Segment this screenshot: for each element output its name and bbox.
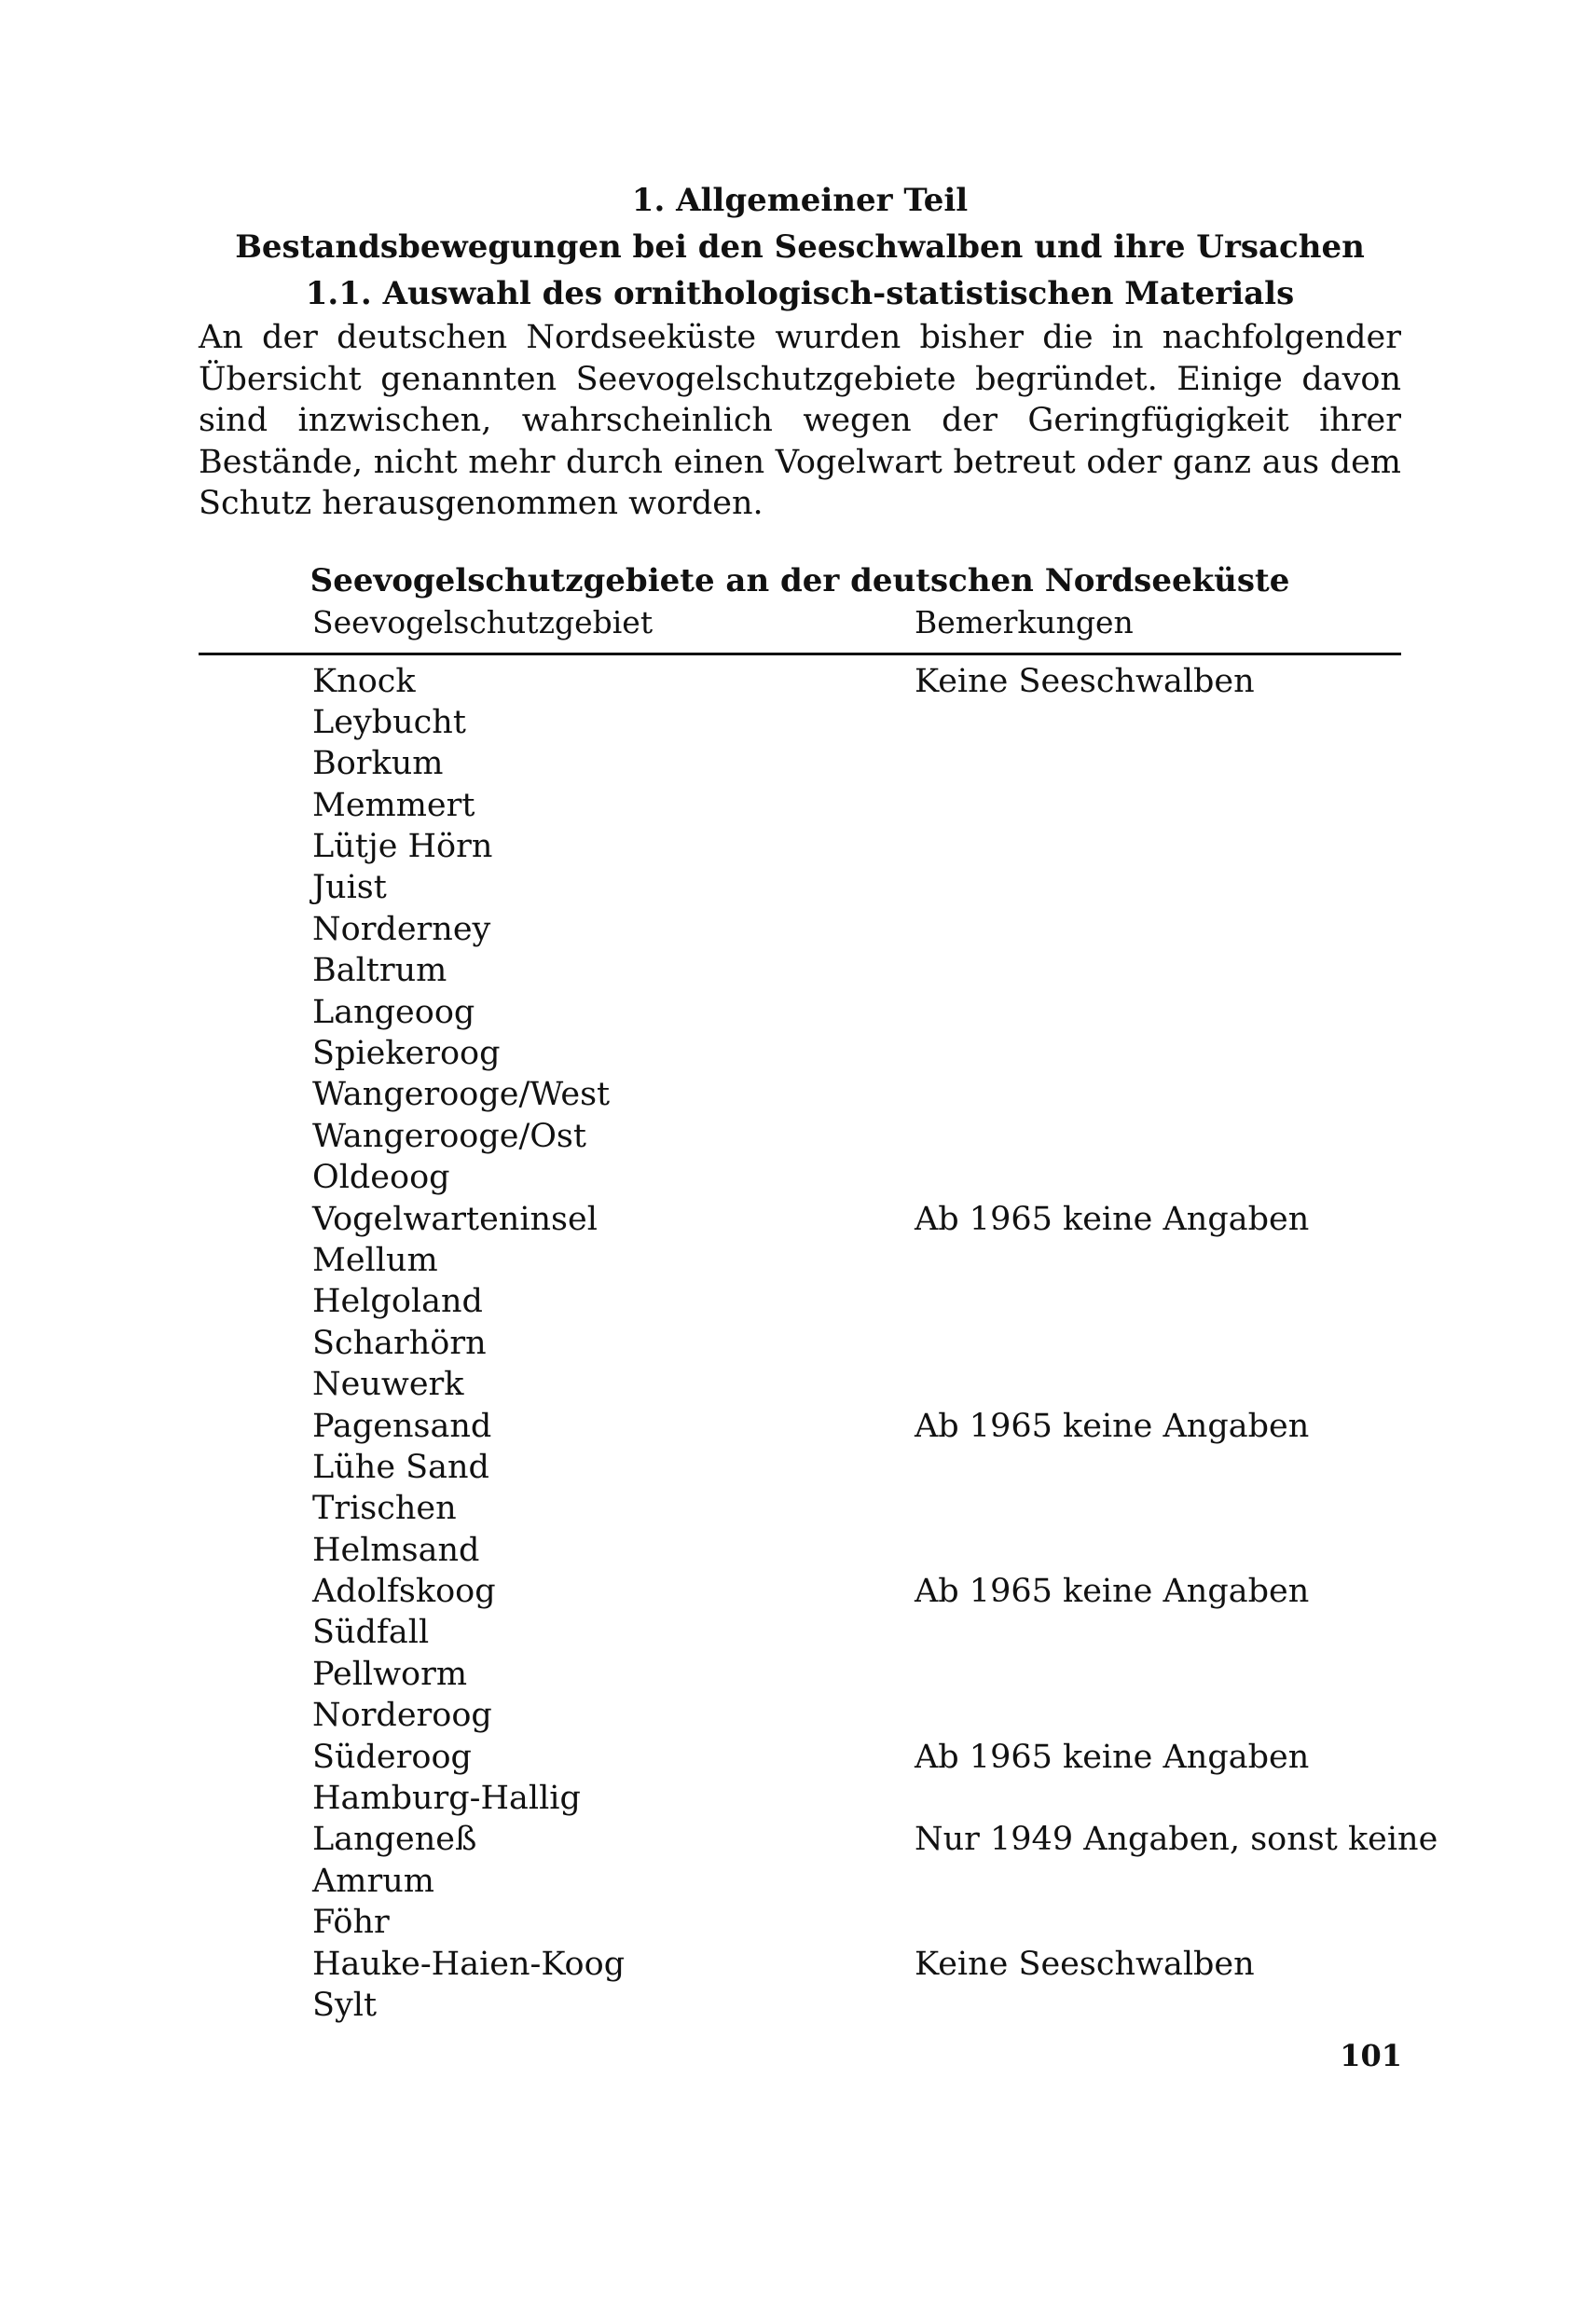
area-name: Amrum — [312, 1862, 434, 1900]
table-row — [199, 1530, 1401, 1571]
table-row — [199, 992, 1401, 1033]
table-row — [199, 1571, 1401, 1612]
table-rule — [199, 653, 1401, 655]
area-remark: Ab 1965 keine Angaben — [915, 1407, 1310, 1445]
table-row — [199, 1323, 1401, 1364]
table-row — [199, 1985, 1401, 2026]
column-header-remarks: Bemerkungen — [915, 603, 1134, 640]
table-row — [199, 1695, 1401, 1736]
area-name: Föhr — [312, 1904, 390, 1942]
area-name: Neuwerk — [312, 1366, 464, 1404]
area-name: Langeneß — [312, 1821, 477, 1859]
table-row — [199, 1116, 1401, 1157]
area-remark: Keine Seeschwalben — [915, 662, 1255, 700]
page-number: 101 — [1340, 2038, 1402, 2073]
column-header-area: Seevogelschutzgebiet — [312, 603, 654, 640]
intro-paragraph: An der deutschen Nordseeküste wurden bisher die in nachfolgender Übersicht genannten Seevogelschutzgebiete begründet. Einige davon sind inzwischen, wahrscheinlich wegen der Geringfügigkeit ihrer Bestände, nicht mehr durch einen Vogelwart betreut oder ganz aus dem Schutz herausgenommen worden. — [199, 319, 1401, 522]
area-name: Wangerooge/West — [312, 1076, 611, 1114]
table-row — [199, 867, 1401, 908]
area-name: Knock — [312, 662, 416, 700]
area-name: Juist — [312, 869, 387, 907]
table-title: Seevogelschutzgebiete an der deutschen Nordseeküste — [310, 561, 1290, 599]
area-name: Sylt — [312, 1987, 378, 2024]
area-name: Memmert — [312, 786, 475, 824]
area-name: Leybucht — [312, 703, 466, 741]
table-row — [199, 1861, 1401, 1902]
table-body — [199, 661, 1438, 2027]
table-row — [199, 1157, 1401, 1198]
table-row — [199, 1281, 1401, 1322]
area-name: Helmsand — [312, 1531, 480, 1569]
area-name: Vogelwarteninsel — [312, 1200, 598, 1238]
table-row — [199, 950, 1401, 991]
table-row — [199, 1074, 1401, 1115]
area-remark: Nur 1949 Angaben, sonst keine — [915, 1821, 1438, 1859]
area-remark: Keine Seeschwalben — [915, 1945, 1255, 1983]
area-name: Pellworm — [312, 1655, 468, 1693]
table-row — [199, 1778, 1401, 1819]
table-row — [199, 743, 1401, 784]
area-name: Norderoog — [312, 1697, 492, 1735]
table-row — [199, 785, 1401, 826]
area-name: Hauke-Haien-Koog — [312, 1945, 626, 1983]
area-remark: Ab 1965 keine Angaben — [915, 1573, 1310, 1611]
area-name: Adolfskoog — [312, 1573, 496, 1611]
area-name: Trischen — [312, 1490, 457, 1528]
chapter-subtitle: Bestandsbewegungen bei den Seeschwalben und ihre Ursachen — [235, 228, 1365, 266]
table-row — [199, 661, 1401, 702]
area-name: Pagensand — [312, 1407, 492, 1445]
table-row — [199, 1612, 1401, 1653]
table-row — [199, 1033, 1401, 1074]
table-row — [199, 1819, 1438, 1860]
area-name: Helgoland — [312, 1283, 483, 1321]
area-remark: Ab 1965 keine Angaben — [915, 1738, 1310, 1776]
table-row — [199, 1488, 1401, 1529]
book-page — [199, 177, 1438, 2026]
table-header — [199, 604, 1401, 641]
area-name: Wangerooge/Ost — [312, 1117, 586, 1155]
area-remark: Ab 1965 keine Angaben — [915, 1200, 1310, 1238]
area-name: Lütje Hörn — [312, 828, 493, 866]
area-name: Spiekeroog — [312, 1035, 501, 1073]
area-name: Süderoog — [312, 1738, 472, 1776]
area-name: Südfall — [312, 1614, 430, 1652]
area-name: Oldeoog — [312, 1159, 450, 1197]
table-row — [199, 1737, 1401, 1778]
table-row — [199, 1944, 1401, 1985]
area-name: Scharhörn — [312, 1324, 487, 1362]
table-row — [199, 1364, 1401, 1405]
area-name: Langeoog — [312, 993, 475, 1031]
table-row — [199, 826, 1401, 867]
table-row — [199, 1447, 1401, 1488]
area-name: Borkum — [312, 745, 444, 783]
table-row — [199, 1654, 1401, 1695]
area-name: Lühe Sand — [312, 1448, 489, 1486]
part-heading: 1. Allgemeiner Teil — [631, 182, 969, 219]
area-name: Baltrum — [312, 952, 447, 990]
section-heading: 1.1. Auswahl des ornithologisch-statistischen Materials — [305, 275, 1295, 312]
area-name: Mellum — [312, 1241, 438, 1279]
table-row — [199, 1902, 1401, 1943]
table-row — [199, 702, 1401, 743]
table-row — [199, 1199, 1401, 1240]
area-name: Norderney — [312, 910, 491, 948]
table-row — [199, 909, 1401, 950]
table-row — [199, 1406, 1401, 1447]
area-name: Hamburg-Hallig — [312, 1780, 581, 1818]
table-row — [199, 1240, 1401, 1281]
